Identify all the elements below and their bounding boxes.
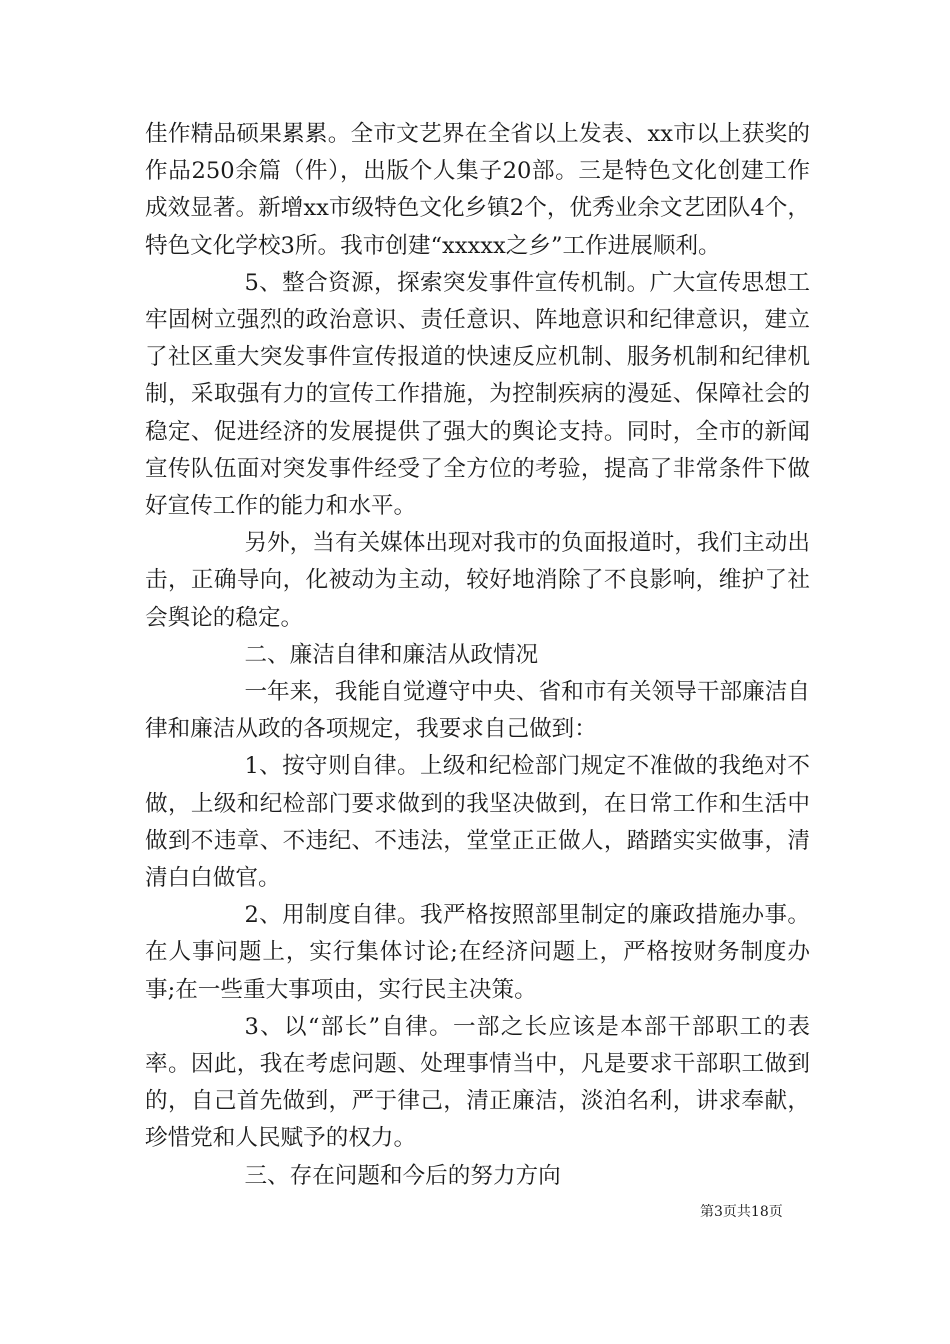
paragraph-emergency-publicity: 5、整合资源，探索突发事件宣传机制。广大宣传思想工牢固树立强烈的政治意识、责任意识、阵地意识和纪律意识，建立了社区重大突发事件宣传报道的快速反应机制、服务机制和纪律机制，采取强有力的宣传工作措施，为控制疾病的漫延、保障社会的稳定、促进经济的发展提供了强大的舆论支持。同时，全市的新闻宣传队伍面对突发事件经受了全方位的考验，提高了非常条件下做好宣传工作的能力和水平。	[145, 269, 810, 520]
paragraph-culture-achievements: 佳作精品硕果累累。全市文艺界在全省以上发表、xx市以上获奖的作品250余篇（件），出版个人集子20部。三是特色文化创建工作成效显著。新增xx市级特色文化乡镇2个，优秀业余文艺团队4个，特色文化学校3所。我市创建“xxxxx之乡”工作进展顺利。	[145, 121, 810, 259]
paragraph-integrity-intro: 一年来，我能自觉遵守中央、省和市有关领导干部廉洁自律和廉洁从政的各项规定，我要求自己做到：	[145, 679, 810, 743]
paragraph-rule-2: 2、用制度自律。我严格按照部里制定的廉政措施办事。在人事问题上，实行集体讨论;在经济问题上，严格按财务制度办事;在一些重大事项由，实行民主决策。	[145, 902, 810, 1003]
paragraph-rule-1: 1、按守则自律。上级和纪检部门规定不准做的我绝对不做，上级和纪检部门要求做到的我坚决做到，在日常工作和生活中做到不违章、不违纪、不违法，堂堂正正做人，踏踏实实做事，清清白白做官。	[145, 753, 810, 892]
paragraph-negative-reports: 另外，当有关媒体出现对我市的负面报道时，我们主动出击，正确导向，化被动为主动，较好地消除了不良影响，维护了社会舆论的稳定。	[145, 530, 810, 631]
section-heading-integrity: 二、廉洁自律和廉洁从政情况	[244, 641, 539, 668]
paragraph-rule-3: 3、以“部长”自律。一部之长应该是本部干部职工的表率。因此，我在考虑问题、处理事情当中，凡是要求干部职工做到的，自己首先做到，严于律己，清正廉洁，淡泊名利，讲求奉献，珍惜党和人民赋予的权力。	[145, 1013, 810, 1152]
section-heading-problems: 三、存在问题和今后的努力方向	[244, 1162, 561, 1189]
document-body	[145, 116, 810, 1195]
page-number-footer: 第3页共18页	[700, 1204, 783, 1220]
